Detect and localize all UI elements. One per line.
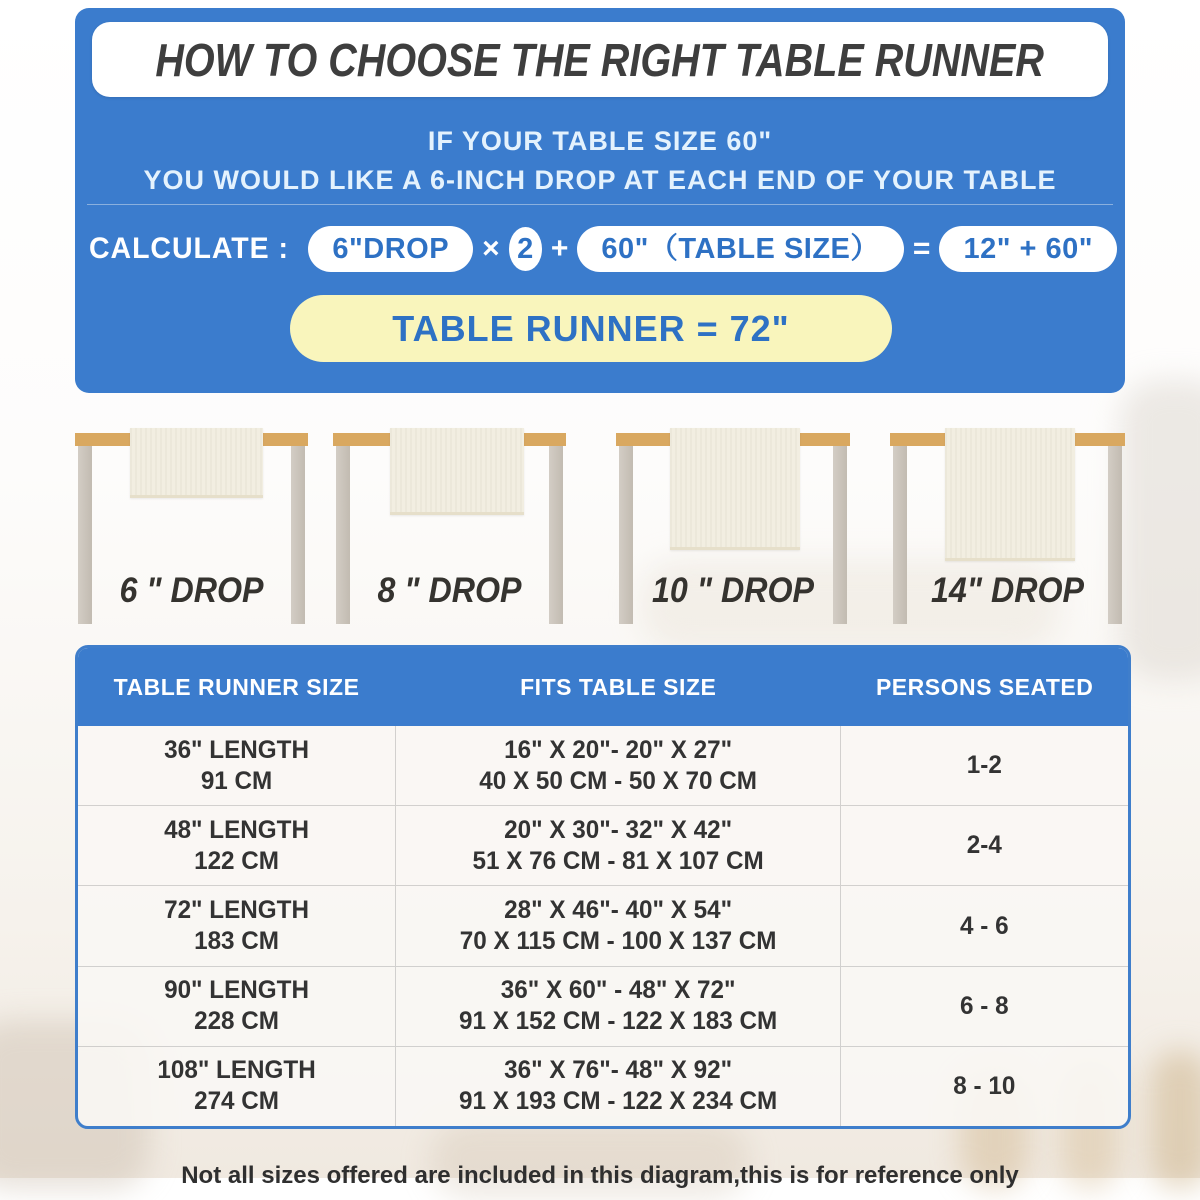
- runner-size-inches: 36" LENGTH: [164, 735, 309, 764]
- multiplier-circle: 2: [509, 227, 542, 271]
- equals-sign: =: [912, 232, 931, 265]
- result-pill: TABLE RUNNER = 72": [290, 295, 892, 362]
- runner-size-inches: 90" LENGTH: [164, 976, 309, 1005]
- fits-size-inches: 20" X 30"- 32" X 42": [504, 815, 733, 844]
- drop-value-pill: 6"DROP: [308, 226, 473, 272]
- fits-size-inches: 16" X 20"- 20" X 27": [504, 735, 733, 764]
- persons-seated: 6 - 8: [960, 991, 1009, 1020]
- column-header-persons: PERSONS SEATED: [875, 673, 1094, 700]
- fits-size-cm: 51 X 76 CM - 81 X 107 CM: [472, 846, 764, 875]
- runner-size-cell: [78, 967, 395, 1046]
- persons-seated: 1-2: [967, 751, 1003, 780]
- table-runner: [945, 428, 1075, 561]
- fits-size-cm: 40 X 50 CM - 50 X 70 CM: [479, 766, 758, 795]
- fits-size-cm: 70 X 115 CM - 100 X 137 CM: [459, 927, 777, 955]
- fits-size-inches: 28" X 46"- 40" X 54": [504, 896, 733, 924]
- plus-sign: +: [550, 232, 569, 265]
- calculate-label: CALCULATE :: [89, 232, 289, 265]
- persons-cell: [841, 967, 1128, 1046]
- fits-table-cell: [395, 1047, 841, 1126]
- persons-seated: 8 - 10: [953, 1071, 1016, 1100]
- fits-table-cell: [395, 806, 841, 885]
- drop-label: 10 " DROP: [651, 571, 815, 610]
- persons-cell: [841, 806, 1128, 885]
- size-table: [75, 645, 1131, 1129]
- intro-text: [75, 122, 1125, 200]
- persons-seated: 4 - 6: [960, 911, 1009, 940]
- table-row: [78, 966, 1128, 1046]
- runner-size-cm: 274 CM: [194, 1087, 279, 1116]
- runner-size-cell: [78, 886, 395, 965]
- fits-table-cell: [395, 726, 841, 805]
- table-row: [78, 1046, 1128, 1126]
- column-header-fits-table: FITS TABLE SIZE: [520, 673, 717, 700]
- table-runner: [390, 428, 524, 515]
- page-title: HOW TO CHOOSE THE RIGHT TABLE RUNNER: [155, 33, 1045, 86]
- runner-size-cm: 183 CM: [194, 927, 279, 955]
- times-sign: ×: [482, 232, 500, 265]
- footnote: Not all sizes offered are included in this diagram,this is for reference only: [181, 1162, 1019, 1189]
- table-row: [78, 805, 1128, 885]
- runner-size-cm: 228 CM: [194, 1007, 279, 1036]
- table-illustration-8in: [333, 428, 566, 624]
- hero-panel: [75, 8, 1125, 393]
- fits-size-inches: 36" X 76"- 48" X 92": [504, 1056, 733, 1085]
- runner-size-cm: 91 CM: [200, 766, 273, 795]
- table-illustration-14in: [890, 428, 1125, 624]
- intro-line-1: IF YOUR TABLE SIZE 60": [427, 126, 773, 156]
- fits-table-cell: [395, 967, 841, 1046]
- table-row: [78, 726, 1128, 805]
- hero-divider: [87, 204, 1113, 205]
- drop-label: 6 " DROP: [119, 571, 264, 610]
- drop-label: 14" DROP: [930, 571, 1085, 610]
- table-illustration-10in: [616, 428, 850, 624]
- table-row: [78, 885, 1128, 965]
- intro-line-2: YOU WOULD LIKE A 6-INCH DROP AT EACH END OF YOUR TABLE: [143, 165, 1057, 195]
- runner-size-inches: 72" LENGTH: [164, 896, 309, 924]
- runner-size-inches: 48" LENGTH: [164, 815, 309, 844]
- fits-size-cm: 91 X 193 CM - 122 X 234 CM: [459, 1087, 778, 1116]
- table-size-pill: 60"（TABLE SIZE）: [577, 226, 904, 272]
- title-bar: [92, 22, 1108, 97]
- table-runner: [130, 428, 263, 498]
- fits-table-cell: [395, 886, 841, 965]
- sum-pill: 12" + 60": [939, 226, 1117, 272]
- background-blur-blob: [1120, 380, 1200, 680]
- runner-size-cell: [78, 806, 395, 885]
- runner-size-cell: [78, 1047, 395, 1126]
- calculation-row: [89, 226, 1117, 272]
- table-illustration-6in: [75, 428, 308, 624]
- runner-size-cm: 122 CM: [194, 846, 279, 875]
- fits-size-inches: 36" X 60" - 48" X 72": [500, 976, 736, 1005]
- size-table-header: [78, 648, 1128, 726]
- persons-cell: [841, 886, 1128, 965]
- persons-cell: [841, 1047, 1128, 1126]
- size-table-body: [78, 726, 1128, 1126]
- runner-size-inches: 108" LENGTH: [157, 1056, 316, 1085]
- drop-label: 8 " DROP: [377, 571, 522, 610]
- runner-size-cell: [78, 726, 395, 805]
- fits-size-cm: 91 X 152 CM - 122 X 183 CM: [459, 1007, 778, 1036]
- persons-seated: 2-4: [967, 831, 1003, 860]
- persons-cell: [841, 726, 1128, 805]
- table-runner: [670, 428, 800, 550]
- column-header-runner-size: TABLE RUNNER SIZE: [113, 673, 360, 700]
